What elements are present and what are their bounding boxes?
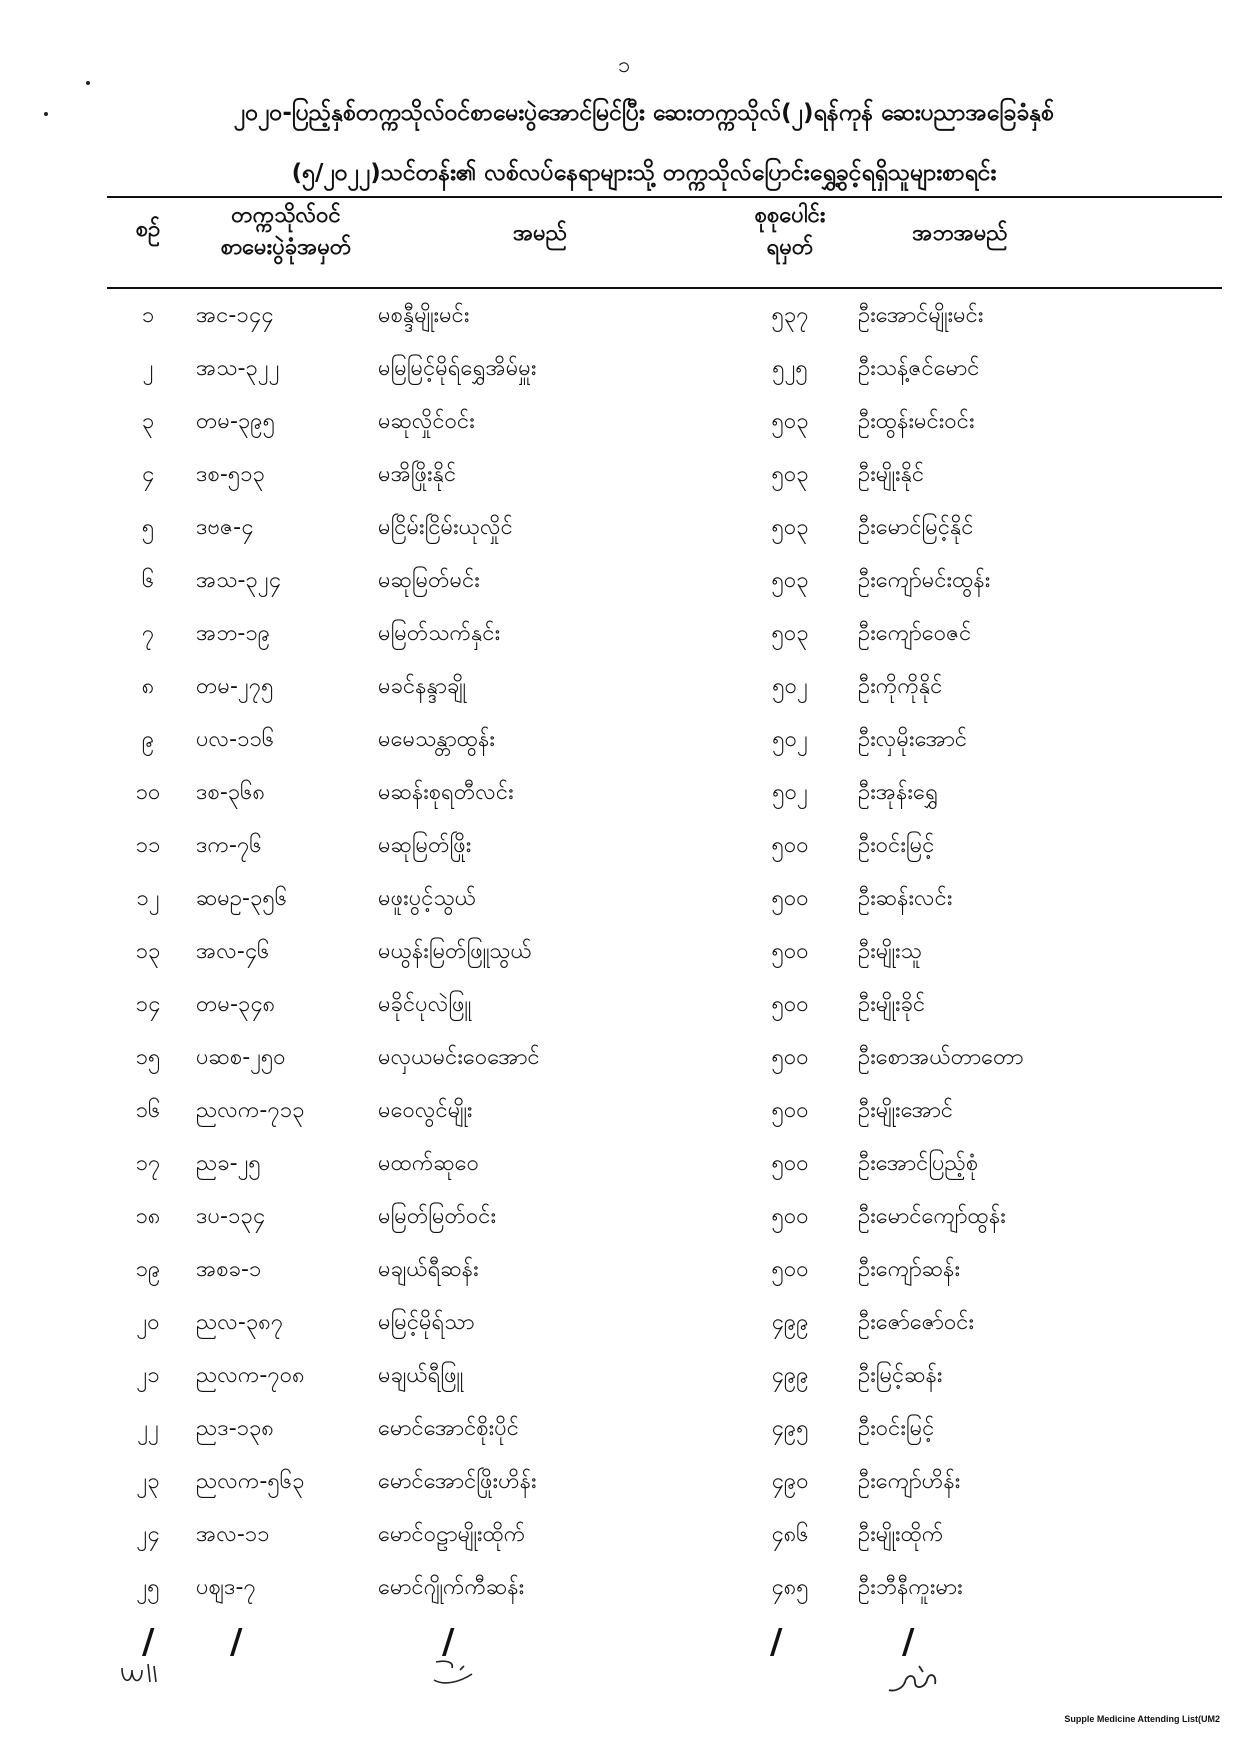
cell-no: ၂၅ xyxy=(136,1575,160,1600)
table-row xyxy=(0,936,1248,986)
cell-name: မချယ်ရီဆန်း xyxy=(378,1257,479,1282)
cell-marks: ၅၀၃ xyxy=(771,515,809,540)
table-row xyxy=(0,1572,1248,1622)
cell-father: ဦးအောင်မျိုးမင်း xyxy=(858,303,984,328)
cell-roll: ပဆစ-၂၅၀ xyxy=(196,1045,286,1070)
cell-roll: အဘ-၁၉ xyxy=(196,621,271,646)
cell-father: ဦးကျော်ဝေဇင် xyxy=(858,621,972,646)
cell-father: ဦးမောင်ကျော်ထွန်း xyxy=(858,1204,1006,1229)
cell-father: ဦးလှမိုးအောင် xyxy=(858,727,968,752)
cell-marks: ၄၈၅ xyxy=(771,1575,809,1600)
cell-no: ၁၅ xyxy=(135,1045,161,1070)
cell-father: ဦးဆန်းလင်း xyxy=(858,886,953,911)
cell-no: ၃ xyxy=(141,409,155,434)
table-row xyxy=(0,1413,1248,1463)
cell-father: ဦးကိုကိုနိုင် xyxy=(858,674,943,699)
cell-no: ၂၀ xyxy=(136,1310,160,1335)
cell-name: မခင်နန္ဒာချို xyxy=(378,674,466,699)
cell-name: မဝေလွင်မျိုး xyxy=(378,1098,473,1123)
header-name: အမည် xyxy=(512,221,568,246)
cell-no: ၁၇ xyxy=(135,1151,161,1176)
cell-marks: ၅၃၇ xyxy=(771,303,809,328)
cell-marks: ၅၀၀ xyxy=(771,886,809,911)
page-number: ၁ xyxy=(617,53,631,78)
cell-roll: အင-၁၄၄ xyxy=(196,303,274,328)
header-marks-line-2: ရမှတ် xyxy=(766,235,814,260)
cell-marks: ၅၀၀ xyxy=(771,1045,809,1070)
cell-name: မမေသန္တာထွန်း xyxy=(378,727,496,752)
cell-name: မမြင့်မိုရ်သာ xyxy=(378,1310,475,1335)
cell-father: ဦးမျိုးသူ xyxy=(858,939,922,964)
table-row xyxy=(0,512,1248,562)
table-header-rule xyxy=(107,287,1222,289)
cell-name: မချယ်ရီဖြူ xyxy=(378,1363,464,1388)
cell-father: ဦးဝင်းမြင့် xyxy=(858,1416,935,1441)
cell-marks: ၅၂၅ xyxy=(772,356,808,381)
cell-roll: အသ-၃၂၄ xyxy=(196,568,281,593)
header-marks xyxy=(720,200,860,264)
cell-father: ဦးကျော်မင်းထွန်း xyxy=(858,568,991,593)
table-row xyxy=(0,1466,1248,1516)
cell-roll: ပလ-၁၁၆ xyxy=(196,727,275,752)
cell-roll: ညလက-၇၀၈ xyxy=(196,1363,305,1388)
header-marks-line-1: စုစုပေါင်း xyxy=(754,203,826,228)
cell-marks: ၅၀၂ xyxy=(772,674,808,699)
cell-no: ၁၁ xyxy=(135,833,161,858)
table-row xyxy=(0,1201,1248,1251)
cell-roll: ဒဗဇ-၄ xyxy=(196,515,254,540)
cell-name: မမြတ်သက်နှင်း xyxy=(378,621,501,646)
cell-no: ၁၃ xyxy=(135,939,161,964)
table-row xyxy=(0,300,1248,350)
cell-father: ဦးမျိုးခိုင် xyxy=(858,992,926,1017)
cell-father: ဦးဇော်ဇော်ဝင်း xyxy=(858,1310,975,1335)
cell-father: ဦးမြင့်ဆန်း xyxy=(858,1363,943,1388)
cell-marks: ၅၀၀ xyxy=(771,833,809,858)
cell-roll: ဒပ-၁၃၄ xyxy=(196,1204,266,1229)
cell-roll: ညဒ-၁၃၈ xyxy=(196,1416,274,1441)
cell-roll: တမ-၃၉၅ xyxy=(196,409,276,434)
cell-name: မစန္ဒီမျိုးမင်း xyxy=(378,303,470,328)
cell-no: ၁၉ xyxy=(135,1257,161,1282)
cell-name: မအိဖြိုးနိုင် xyxy=(378,462,457,487)
title-line-2: (၅/၂၀၂၂)သင်တန်း၏ လစ်လပ်နေရာများသို့ တက္ကသိုလ်ပြောင်းရွှေ့ခွင့်ရရှိသူများစာရင်း xyxy=(291,160,997,186)
table-row xyxy=(0,1148,1248,1198)
table-row xyxy=(0,353,1248,403)
cell-marks: ၄၈၆ xyxy=(771,1522,809,1547)
slash-mark: / xyxy=(230,1622,243,1662)
cell-roll: ဒစ-၃၆၈ xyxy=(196,780,266,805)
slash-mark: / xyxy=(142,1622,155,1662)
cell-roll: အလ-၁၁ xyxy=(196,1522,270,1547)
cell-father: ဦးအုန်းရွှေ xyxy=(858,780,938,805)
cell-name: မဆုမြတ်ဖြိုး xyxy=(378,833,472,858)
cell-name: မမြမြင့်မိုရ်ရွှေအိမ်မှူး xyxy=(378,356,537,381)
cell-roll: ဒက-၇၆ xyxy=(196,833,262,858)
cell-marks: ၅၀၃ xyxy=(771,621,809,646)
table-row xyxy=(0,1519,1248,1569)
cell-father: ဦးစောအယ်တာတော xyxy=(858,1045,1024,1070)
cell-name: မယွန်းမြတ်ဖြူသွယ် xyxy=(378,939,532,964)
table-row xyxy=(0,1042,1248,1092)
cell-father: ဦးမျိုးထိုက် xyxy=(858,1522,944,1547)
cell-marks: ၄၉၅ xyxy=(771,1416,809,1441)
cell-no: ၂၁ xyxy=(136,1363,160,1388)
cell-no: ၇ xyxy=(141,621,155,646)
cell-marks: ၅၀၀ xyxy=(771,1204,809,1229)
cell-marks: ၅၀၀ xyxy=(771,992,809,1017)
cell-no: ၁၄ xyxy=(135,992,161,1017)
cell-name: မဆုလှိုင်ဝင်း xyxy=(378,409,475,434)
cell-roll: ညလ-၃၈၇ xyxy=(196,1310,284,1335)
cell-no: ၁၂ xyxy=(136,886,160,911)
cell-no: ၂ xyxy=(142,356,154,381)
cell-father: ဦးမျိုးအောင် xyxy=(858,1098,954,1123)
slash-mark: / xyxy=(442,1622,455,1662)
cell-roll: ဆမဥ-၃၅၆ xyxy=(196,886,288,911)
cell-no: ၅ xyxy=(141,515,155,540)
cell-father: ဦးသန့်ဇင်မောင် xyxy=(858,356,980,381)
table-row xyxy=(0,1360,1248,1410)
table-row xyxy=(0,1307,1248,1357)
table-row xyxy=(0,724,1248,774)
cell-marks: ၅၀၃ xyxy=(771,462,809,487)
table-row xyxy=(0,777,1248,827)
title-line-1: ၂၀၂၀-ပြည့်နှစ်တက္ကသိုလ်ဝင်စာမေးပွဲအောင်မြင်ပြီး ဆေးတက္ကသိုလ်(၂)ရန်ကုန် ဆေးပညာအခြေခံနှစ် xyxy=(233,100,1055,126)
cell-roll: အလ-၄၆ xyxy=(196,939,270,964)
cell-name: မဆန်းစုရတီလင်း xyxy=(378,780,514,805)
handwritten-initial xyxy=(885,1662,945,1698)
cell-no: ၉ xyxy=(141,727,155,752)
cell-roll: ညလက-၅၆၃ xyxy=(196,1469,305,1494)
cell-father: ဦးမောင်မြင့်နိုင် xyxy=(858,515,974,540)
table-row xyxy=(0,830,1248,880)
cell-name: မထက်ဆုဝေ xyxy=(378,1151,479,1176)
cell-name: မလှယမင်းဝေအောင် xyxy=(378,1045,540,1070)
cell-name: မောင်ဂျိုက်ကီဆန်း xyxy=(378,1575,525,1600)
cell-father: ဦးကျော်ဟိန်း xyxy=(858,1469,961,1494)
table-row xyxy=(0,459,1248,509)
cell-roll: ဒစ-၅၁၃ xyxy=(196,462,265,487)
cell-name: မငြိမ်းငြိမ်းယုလှိုင် xyxy=(378,515,513,540)
table-row xyxy=(0,406,1248,456)
table-row xyxy=(0,883,1248,933)
table-row xyxy=(0,989,1248,1039)
cell-roll: ညခ-၂၅ xyxy=(196,1151,261,1176)
cell-father: ဦးမျိုးနိုင် xyxy=(858,462,925,487)
cell-marks: ၅၀၀ xyxy=(771,939,809,964)
slash-mark: / xyxy=(770,1622,783,1662)
cell-no: ၁ xyxy=(141,303,155,328)
cell-father: ဦးထွန်းမင်းဝင်း xyxy=(858,409,975,434)
cell-no: ၆ xyxy=(141,568,155,593)
cell-name: မဆုမြတ်မင်း xyxy=(378,568,480,593)
cell-marks: ၄၉၀ xyxy=(771,1469,809,1494)
cell-roll: ညလက-၇၁၃ xyxy=(196,1098,305,1123)
cell-no: ၁၆ xyxy=(135,1098,161,1123)
cell-marks: ၅၀၂ xyxy=(772,780,808,805)
cell-marks: ၅၀၀ xyxy=(771,1151,809,1176)
cell-name: မဖူးပွင့်သွယ် xyxy=(378,886,477,911)
cell-name: မောင်အောင်စိုးပိုင် xyxy=(378,1416,520,1441)
cell-no: ၂၂ xyxy=(137,1416,159,1441)
cell-marks: ၄၉၉ xyxy=(771,1310,809,1335)
scan-speck xyxy=(86,81,90,85)
cell-name: မခိုင်ပုလဲဖြူ xyxy=(378,992,471,1017)
cell-roll: တမ-၂၇၅ xyxy=(196,674,274,699)
table-row xyxy=(0,1254,1248,1304)
cell-name: မောင်ဝဠာမျိုးထိုက် xyxy=(378,1522,526,1547)
cell-no: ၁၀ xyxy=(135,780,161,805)
cell-name: မမြတ်မြတ်ဝင်း xyxy=(378,1204,497,1229)
header-father: အဘအမည် xyxy=(912,221,1008,246)
cell-marks: ၅၀၀ xyxy=(771,1098,809,1123)
cell-marks: ၅၀၃ xyxy=(771,568,809,593)
footer-note: Supple Medicine Attending List(UM2 xyxy=(1064,1714,1220,1724)
cell-roll: အသ-၃၂၂ xyxy=(196,356,280,381)
header-roll-line-1: တက္ကသိုလ်ဝင် xyxy=(231,203,341,228)
table-row xyxy=(0,565,1248,615)
cell-father: ဦးကျော်ဆန်း xyxy=(858,1257,961,1282)
cell-name: မောင်အောင်ဖြိုးဟိန်း xyxy=(378,1469,537,1494)
table-row xyxy=(0,671,1248,721)
slash-mark: / xyxy=(902,1622,915,1662)
cell-roll: အစခ-၁ xyxy=(196,1257,262,1282)
table-row xyxy=(0,1095,1248,1145)
handwritten-initial xyxy=(118,1660,162,1690)
header-roll xyxy=(186,200,386,264)
table-row xyxy=(0,618,1248,668)
header-roll-line-2: စာမေးပွဲခုံအမှတ် xyxy=(220,235,352,260)
cell-father: ဦးဝင်းမြင့် xyxy=(858,833,935,858)
cell-roll: ပဈဒ-၇ xyxy=(196,1575,256,1600)
cell-marks: ၄၉၉ xyxy=(771,1363,809,1388)
cell-no: ၄ xyxy=(141,462,155,487)
cell-roll: တမ-၃၄၈ xyxy=(196,992,276,1017)
cell-marks: ၅၀၂ xyxy=(772,727,808,752)
cell-no: ၂၃ xyxy=(136,1469,160,1494)
cell-marks: ၅၀၃ xyxy=(771,409,809,434)
header-no: စဉ် xyxy=(135,217,161,242)
handwritten-initial xyxy=(430,1656,480,1688)
cell-no: ၂၄ xyxy=(136,1522,160,1547)
cell-marks: ၅၀၀ xyxy=(771,1257,809,1282)
table-top-rule xyxy=(107,196,1222,198)
cell-no: ၁၈ xyxy=(135,1204,161,1229)
cell-father: ဦးဘီနီကူးမား xyxy=(858,1575,963,1600)
cell-father: ဦးအောင်ပြည့်စုံ xyxy=(858,1151,979,1176)
cell-no: ၈ xyxy=(141,674,155,699)
